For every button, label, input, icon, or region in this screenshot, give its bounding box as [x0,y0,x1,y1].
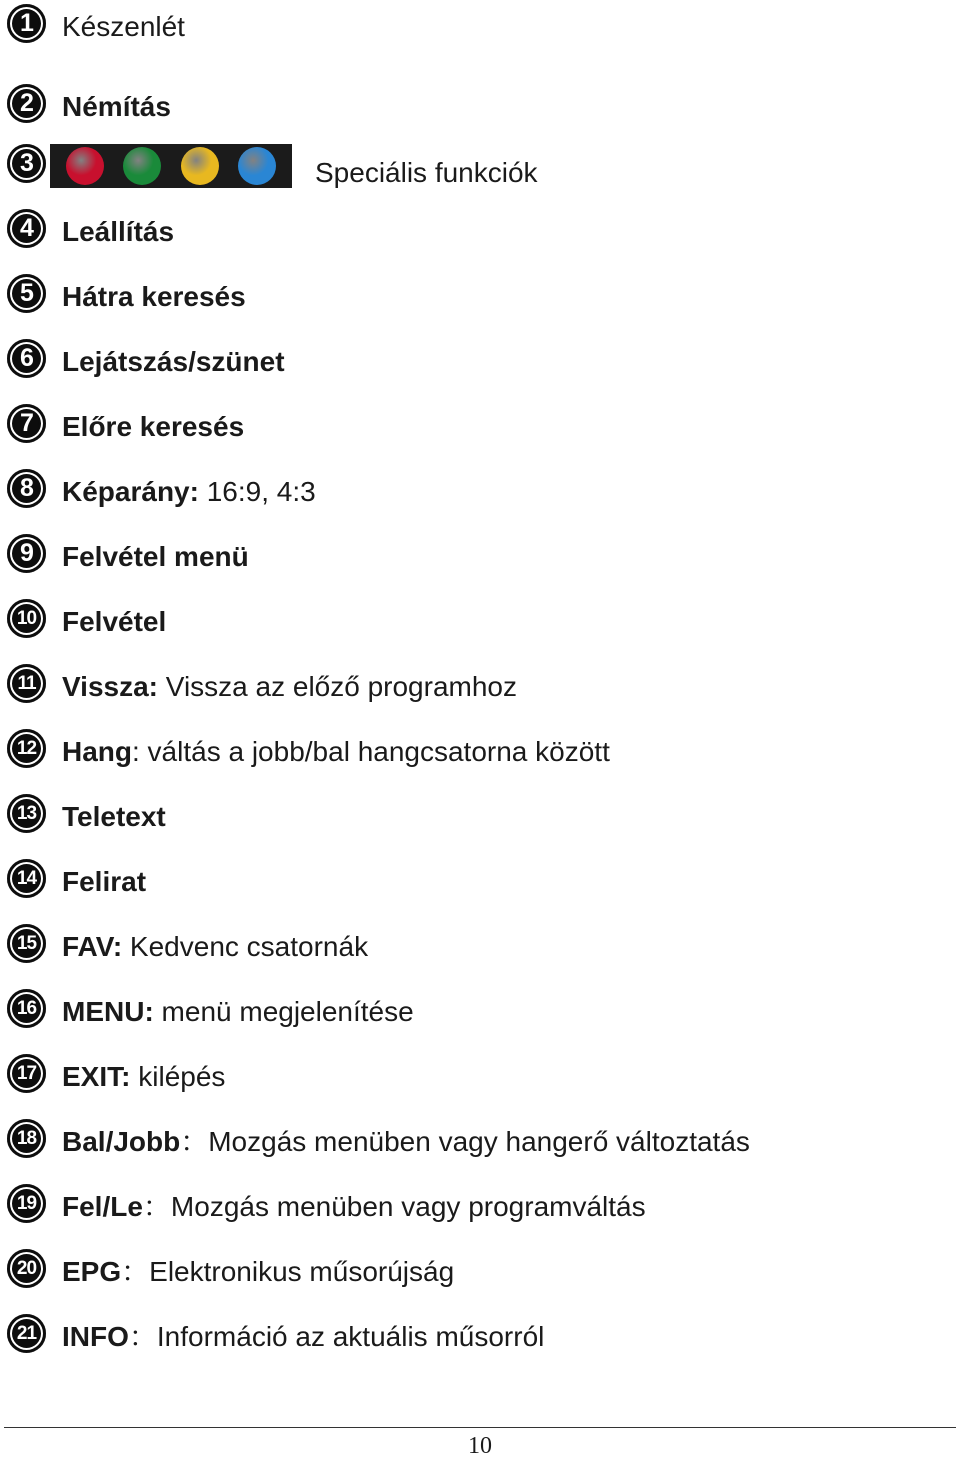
list-item [0,84,960,134]
item-text [62,930,368,964]
item-label: Felvétel [62,606,167,637]
item-text [62,215,174,249]
red-button-icon [66,147,104,185]
list-item [0,729,960,779]
item-label: Teletext [62,801,166,832]
item-text [62,90,171,124]
number-badge: 4 [7,209,46,248]
item-label: Hang [62,736,132,767]
number-badge: 20 [7,1249,46,1288]
item-description: : váltás a jobb/bal hangcsatorna között [132,736,610,767]
item-text [62,1255,454,1289]
item-text [62,735,610,769]
item-description: Speciális funkciók [315,157,538,188]
item-text [62,1125,750,1159]
list-item [0,1249,960,1299]
list-item [0,599,960,649]
item-label: Előre keresés [62,411,245,442]
item-description: Kedvenc csatornák [122,931,369,962]
item-text [62,800,166,834]
list-item [0,1314,960,1364]
item-label: MENU: [62,996,154,1027]
item-label: Hátra keresés [62,281,246,312]
number-badge: 11 [7,664,46,703]
number-badge: 3 [7,144,46,183]
item-label: Bal/Jobb [62,1126,181,1157]
list-item [0,989,960,1039]
item-label: Képarány: [62,476,199,507]
item-text [62,345,285,379]
number-badge: 15 [7,924,46,963]
item-text [62,995,414,1029]
item-text [62,280,246,314]
number-badge: 16 [7,989,46,1028]
number-badge: 8 [7,469,46,508]
yellow-button-icon [181,147,219,185]
item-label: Leállítás [62,216,175,247]
item-text [62,10,185,44]
item-description: menü megjelenítése [153,996,414,1027]
number-badge: 2 [7,84,46,123]
number-badge: 12 [7,729,46,768]
item-label: Vissza: [62,671,158,702]
number-badge: 5 [7,274,46,313]
color-buttons-image [50,144,292,188]
list-item [0,664,960,714]
item-label: Lejátszás/szünet [62,346,285,377]
item-description: ：Mozgás menüben vagy programváltás [142,1191,646,1222]
item-description: ：Mozgás menüben vagy hangerő változtatás [180,1126,750,1157]
item-label: Némítás [62,91,171,122]
blue-button-icon [238,147,276,185]
number-badge: 7 [7,404,46,443]
item-text [62,1190,646,1224]
item-label: FAV: [62,931,123,962]
number-badge: 14 [7,859,46,898]
item-label: EPG [62,1256,122,1287]
list-item [0,1119,960,1169]
item-text [62,1060,225,1094]
item-text [62,475,316,509]
green-button-icon [123,147,161,185]
number-badge: 10 [7,599,46,638]
number-badge: 18 [7,1119,46,1158]
page-number: 10 [468,1433,492,1459]
list-item [0,404,960,454]
number-badge: 19 [7,1184,46,1223]
item-label: INFO [62,1321,129,1352]
number-badge: 13 [7,794,46,833]
item-description: Vissza az előző programhoz [158,671,517,702]
list-item [0,794,960,844]
item-text [62,670,517,704]
item-text [62,605,166,639]
list-item [0,1054,960,1104]
number-badge: 9 [7,534,46,573]
list-item [0,924,960,974]
number-badge: 6 [7,339,46,378]
number-badge: 17 [7,1054,46,1093]
item-label: Felirat [62,866,147,897]
item-description: ：Információ az aktuális műsorról [128,1321,545,1352]
list-item [0,274,960,324]
item-text [62,410,244,444]
number-badge: 1 [7,4,46,43]
list-item [0,4,960,54]
list-item [0,534,960,584]
number-badge: 21 [7,1314,46,1353]
list-item [0,859,960,909]
item-description: kilépés [130,1061,226,1092]
list-item [0,469,960,519]
list-item [0,144,960,194]
list-item [0,209,960,259]
item-description: 16:9, 4:3 [198,476,316,507]
item-label: Fel/Le [62,1191,143,1222]
item-label: EXIT: [62,1061,131,1092]
footer-rule [4,1427,956,1428]
item-text [62,540,249,574]
item-text [62,865,146,899]
item-label: Készenlét [62,11,185,42]
item-text [62,1320,544,1354]
list-item [0,1184,960,1234]
list-item [0,339,960,389]
item-description: ：Elektronikus műsorújság [121,1256,455,1287]
item-label: Felvétel menü [62,541,249,572]
